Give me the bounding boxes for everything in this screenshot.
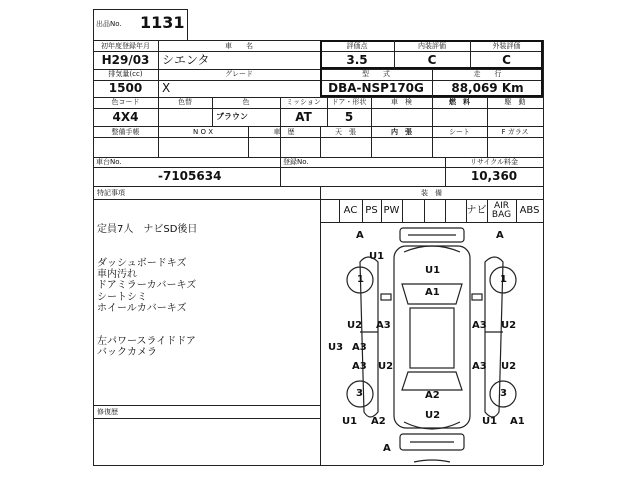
damage-mark: A2: [425, 390, 440, 401]
interior-grade-label: 内装評価: [418, 42, 446, 50]
model-label: 型 式: [362, 70, 390, 78]
transmission-value: AT: [295, 110, 312, 124]
damage-mark: U1: [482, 416, 498, 427]
drive-label: 駆 動: [504, 98, 526, 106]
color-label: 色: [242, 98, 250, 106]
displacement-label: 排気量(cc): [108, 70, 143, 78]
car-name-value: シエンタ: [162, 53, 210, 67]
damage-mark: A3: [352, 342, 367, 353]
damage-mark: A2: [371, 416, 386, 427]
mileage-value: 88,069 Km: [451, 81, 524, 95]
transmission-label: ミッション: [286, 98, 321, 106]
damage-mark: U1: [425, 265, 441, 276]
color-change-label: 色替: [178, 98, 192, 106]
damage-mark: A3: [472, 361, 487, 372]
grade-label: グレード: [225, 70, 253, 78]
color-value: ブラウン: [216, 112, 248, 121]
remark-line: 左パワースライドドア: [97, 336, 196, 347]
displacement-value: 1500: [108, 81, 143, 95]
score-value: 3.5: [346, 53, 368, 67]
car-name-label: 車 名: [225, 42, 253, 50]
history-label: 車 歴: [273, 128, 295, 136]
doors-value: 5: [344, 110, 354, 124]
remarks-header: 特記事項: [97, 189, 125, 197]
remark-line: バックカメラ: [97, 347, 157, 358]
damage-mark: A: [356, 230, 364, 241]
equipment-blank-2: [424, 201, 445, 220]
exterior-grade-value: C: [502, 53, 511, 67]
remark-line: ホイールカバーキズ: [97, 303, 187, 314]
interior-state-label: 内 張: [391, 128, 412, 136]
exterior-grade-label: 外装評価: [492, 42, 521, 50]
model-value: DBA-NSP170G: [328, 81, 424, 95]
damage-mark: U2: [347, 320, 363, 331]
damage-mark: A3: [472, 320, 487, 331]
mileage-label: 走 行: [473, 70, 502, 78]
year-value: H29/03: [101, 53, 150, 67]
equipment-header: 装 備: [421, 189, 442, 197]
registration-label: 登録No.: [283, 158, 309, 166]
remark-line: 定員7人 ナビSD後日: [97, 224, 198, 235]
damage-mark: U2: [378, 361, 394, 372]
damage-mark: A3: [376, 320, 391, 331]
repair-history-header: 修復歴: [97, 408, 118, 416]
damage-mark: A1: [510, 416, 525, 427]
doors-label: ドア・形状: [331, 98, 367, 106]
grade-value: X: [162, 81, 171, 95]
color-code-value: 4X4: [112, 110, 139, 124]
remark-line: ドアミラーカバーキズ: [97, 280, 197, 291]
equipment-navi: ナビ: [466, 205, 487, 216]
equipment-blank-3: [445, 201, 466, 220]
sunroof-label: 天 張: [335, 128, 356, 136]
equipment-pw: PW: [383, 205, 400, 216]
damage-mark: U3: [328, 342, 344, 353]
manual-label: 整備手帳: [111, 128, 140, 136]
recycle-label: リサイクル料金: [469, 158, 519, 166]
nox-label: N O X: [193, 128, 213, 136]
damage-mark: U1: [342, 416, 358, 427]
damage-mark: A: [496, 230, 504, 241]
interior-grade-value: C: [427, 53, 437, 67]
score-label: 評価点: [346, 42, 368, 50]
color-code-label: 色コード: [111, 98, 140, 106]
lot-number: 1131: [140, 13, 185, 32]
damage-mark: U2: [425, 410, 441, 421]
damage-mark: 3: [356, 388, 363, 399]
year-label: 初年度登録年月: [101, 42, 150, 50]
damage-mark: 1: [500, 274, 507, 285]
remark-line: シートシミ: [97, 292, 147, 303]
lot-label: 出品No.: [96, 20, 122, 28]
fuel-label: 燃 料: [449, 98, 470, 106]
remark-line: 車内汚れ: [97, 269, 137, 280]
equipment-blank-1: [402, 201, 424, 220]
damage-mark: 3: [500, 388, 507, 399]
chassis-value: -7105634: [158, 169, 222, 183]
seat-label: シート: [449, 128, 470, 136]
damage-mark: U2: [501, 361, 517, 372]
equipment-airbag: AIR BAG: [491, 201, 512, 220]
damage-mark: U1: [369, 251, 385, 262]
equipment-ac: AC: [343, 205, 358, 216]
glass-label: F ガラス: [501, 128, 529, 136]
recycle-value: 10,360: [470, 169, 518, 183]
equipment-ps: PS: [365, 205, 378, 216]
inspection-label: 車 検: [391, 98, 412, 106]
damage-mark: A: [383, 443, 391, 454]
damage-mark: U2: [501, 320, 517, 331]
equipment-abs: ABS: [519, 205, 540, 216]
damage-mark: 1: [357, 274, 364, 285]
damage-mark: A1: [425, 287, 440, 298]
remark-line: ダッシュボードキズ: [97, 258, 187, 269]
chassis-label: 車台No.: [96, 158, 122, 166]
damage-mark: A3: [352, 361, 367, 372]
